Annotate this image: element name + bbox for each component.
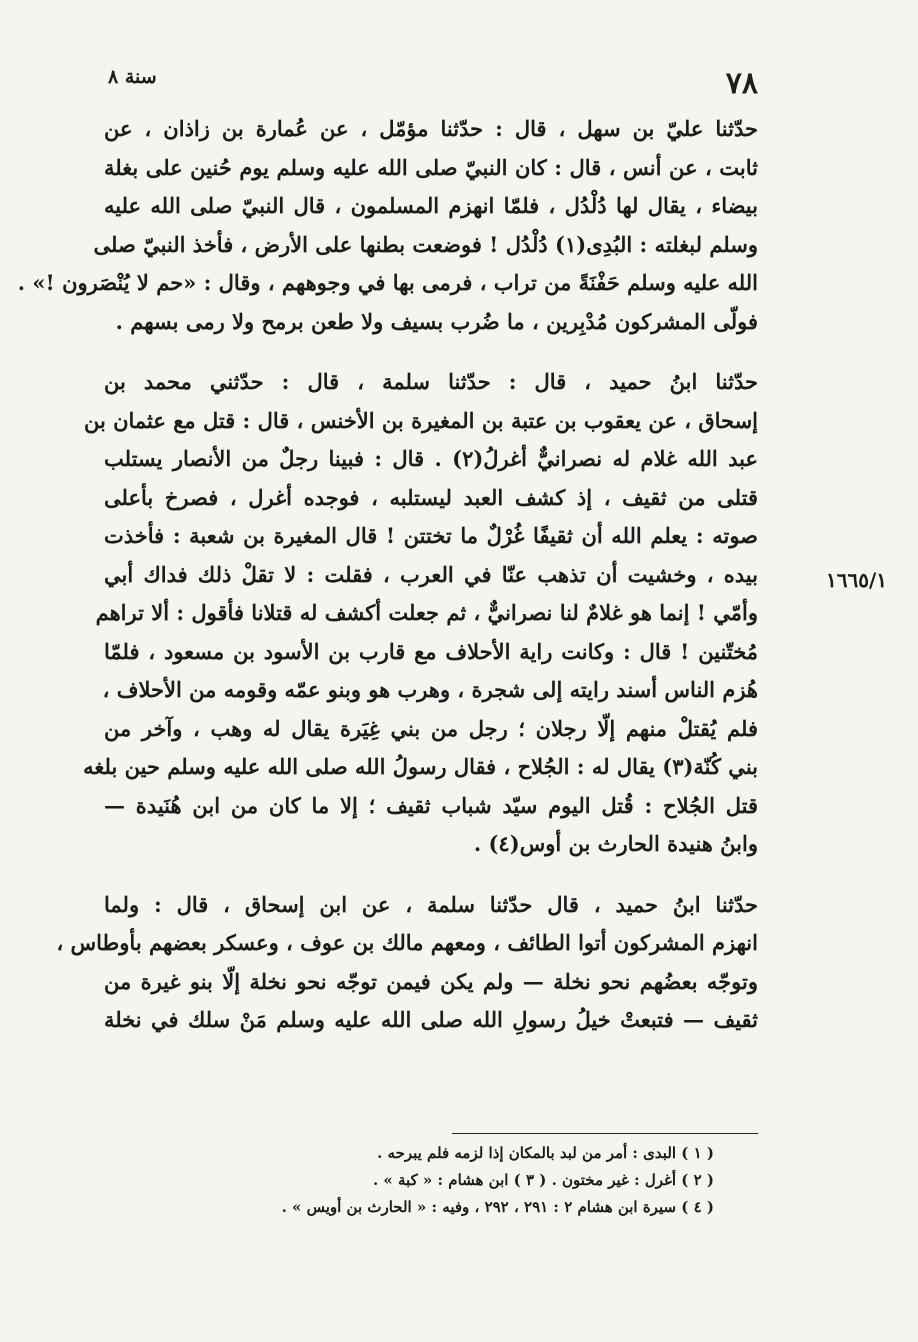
footnote: ( ٤ ) سيرة ابن هشام ٢ : ٢٩١ ، ٢٩٢ ، وفيه : « الحارث بن أويس » . [281,1198,714,1216]
text-line: حدّثنا عليّ بن سهل ، قال : حدّثنا مؤمّل ، عن عُمارة بن زاذان ، عن [104,116,758,141]
text-line: بني كُنّة(٣) يقال له : الجُلاح ، فقال رسولُ الله صلى الله عليه وسلم حين بلغه [83,754,758,779]
margin-reference: ١٦٦٥/١ [826,568,888,592]
text-line: وابنُ هنيدة الحارث بن أوس(٤) . [473,831,758,856]
text-line: حدّثنا ابنُ حميد ، قال : حدّثنا سلمة ، قال : حدّثني محمد بن [104,369,758,394]
text-line: وأمّي ! إنما هو غلامٌ لنا نصرانيٌّ ، ثم جعلت أكشف له قتلانا فأقول : ألا تراهم [95,600,758,625]
text-line: فولّى المشركون مُدْبِرين ، ما ضُرب بسيف ولا طعن برمح ولا رمى بسهم . [115,308,758,334]
text-line: الله عليه وسلم حَفْنَةً من تراب ، فرمى بها في وجوههم ، وقال : «حم لا يُنْصَرون !» . [17,270,758,295]
text-line: عبد الله غلام له نصرانيٌّ أغرلُ(٢) . قال : فبينا رجلٌ من الأنصار يستلب [104,446,758,471]
paragraph-1 [17,110,758,341]
footnotes [200,1140,714,1221]
footnote: ( ١ ) البدى : أمر من لبد بالمكان إذا لزمه فلم يبرحه . [377,1144,714,1162]
text-line: حدّثنا ابنُ حميد ، قال حدّثنا سلمة ، عن ابن إسحاق ، قال : ولما [104,891,758,917]
paragraph-3 [56,886,758,1040]
paragraph-2 [83,363,758,864]
footnote-divider [452,1133,758,1134]
text-line: هُزم الناس أسند رايته إلى شجرة ، وهرب هو وبنو عمّه وقومه من الأحلاف ، [102,677,758,702]
text-line: بيده ، وخشيت أن تذهب عنّا في العرب ، فقلت : لا تقلْ ذلك فداك أبي [104,561,758,587]
footnote: ( ٢ ) أغرل : غير مختون . ( ٣ ) ابن هشام : « كبة » . [372,1171,714,1189]
text-line: صوته : يعلم الله أن ثقيفًا غُرْلٌ ما تختتن ! قال المغيرة بن شعبة : فأخذت [104,523,758,548]
text-line: بيضاء ، يقال لها دُلْدُل ، فلمّا انهزم المسلمون ، قال النبيّ صلى الله عليه [104,193,758,218]
text-line: وسلم لبغلته : البُدِى(١) دُلْدُل ! فوضعت بطنها على الأرض ، فأخذ النبيّ صلى [93,231,758,257]
text-line: ثابت ، عن أنس ، قال : كان النبيّ صلى الله عليه وسلم يوم حُنين على بغلة [104,154,758,180]
text-line: وتوجّه بعضُهم نحو نخلة — ولم يكن فيمن توجّه نحو نخلة إلّا بنو غيرة من [104,968,758,994]
text-line: ثقيف — فتبعتْ خيلُ رسولِ الله صلى الله عليه وسلم مَنْ سلك في نخلة [104,1007,758,1032]
main-text [17,110,758,1062]
text-line: انهزم المشركون أتوا الطائف ، ومعهم مالك بن عوف ، وعسكر بعضهم بأوطاس ، [56,930,758,955]
text-line: مُختّنين ! قال : وكانت راية الأحلاف مع قارب بن الأسود بن مسعود ، فلمّا [104,638,758,664]
page-number: ٧٨ [725,66,758,101]
text-line: قتلى من ثقيف ، إذ كشف العبد ليستلبه ، فوجده أغرل ، فصرخ بأعلى [104,484,758,510]
text-line: إسحاق ، عن يعقوب بن عتبة بن المغيرة بن الأخنس ، قال : قتل مع عثمان بن [83,407,758,433]
text-line: قتل الجُلاح : قُتل اليوم سيّد شباب ثقيف ؛ إلا ما كان من ابن هُنَيدة — [104,792,758,818]
text-line: فلم يُقتلْ منهم إلّا رجلان ؛ رجل من بني غِيَرة يقال له وهب ، وآخر من [104,715,758,741]
running-head-year: سنة ٨ [108,66,157,88]
